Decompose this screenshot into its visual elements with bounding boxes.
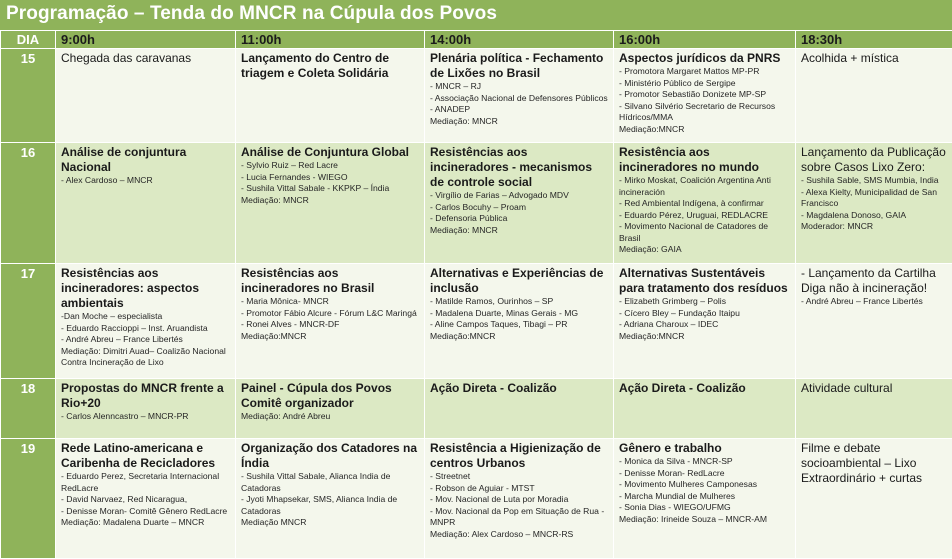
participant-line: Mediação:MNCR xyxy=(241,331,419,343)
session-title: Alternativas e Experiências de inclusão xyxy=(430,266,608,296)
schedule-cell xyxy=(796,143,952,264)
day-cell: 19 xyxy=(1,439,56,559)
session-title: Lançamento do Centro de triagem e Coleta Solidária xyxy=(241,51,419,81)
schedule-cell xyxy=(425,143,614,264)
participant-line: - Sushila Sable, SMS Mumbia, India xyxy=(801,175,947,187)
participant-line: -Dan Moche – especialista xyxy=(61,311,230,323)
participant-list xyxy=(801,175,947,233)
participant-list xyxy=(619,175,790,256)
table-row xyxy=(1,264,952,379)
page-title: Programação – Tenda do MNCR na Cúpula dos Povos xyxy=(6,3,497,25)
participant-list xyxy=(801,296,947,308)
participant-list xyxy=(430,471,608,540)
schedule-cell xyxy=(56,49,236,143)
schedule-cell xyxy=(56,264,236,379)
participant-line: - Mov. Nacional da Pop em Situação de Rua - MNPR xyxy=(430,506,608,529)
participant-line: - Eduardo Pérez, Uruguai, REDLACRE xyxy=(619,210,790,222)
schedule-cell xyxy=(614,379,796,439)
participant-line: Mediação:MNCR xyxy=(619,331,790,343)
participant-line: - Carlos Bocuhy – Proam xyxy=(430,202,608,214)
participant-line: - Red Ambiental Indígena, à confirmar xyxy=(619,198,790,210)
schedule-cell xyxy=(796,379,952,439)
schedule-cell xyxy=(236,49,425,143)
participant-line: - Silvano Silvério Secretario de Recursos Hídricos/MMA xyxy=(619,101,790,124)
participant-line: - Cícero Bley – Fundação Itaipu xyxy=(619,308,790,320)
schedule-cell xyxy=(796,49,952,143)
participant-line: - Maria Mônica- MNCR xyxy=(241,296,419,308)
schedule-cell xyxy=(56,143,236,264)
schedule-cell xyxy=(236,143,425,264)
participant-line: - Mirko Moskat, Coalición Argentina Anti incineración xyxy=(619,175,790,198)
participant-line: - Elizabeth Grimberg – Polis xyxy=(619,296,790,308)
session-title: Propostas do MNCR frente a Rio+20 xyxy=(61,381,230,411)
participant-line: - Virgílio de Farias – Advogado MDV xyxy=(430,190,608,202)
participant-line: Mediação: Dimitri Auad– Coalizão Nacional Contra Incineração de Lixo xyxy=(61,346,230,369)
schedule-cell xyxy=(796,439,952,559)
session-title: Aspectos jurídicos da PNRS xyxy=(619,51,790,66)
participant-line: - Ronei Alves - MNCR-DF xyxy=(241,319,419,331)
participant-list xyxy=(619,456,790,525)
table-row xyxy=(1,143,952,264)
session-title: Resistência aos incineradores no mundo xyxy=(619,145,790,175)
participant-line: - David Narvaez, Red Nicaragua, xyxy=(61,494,230,506)
header-9h: 9:00h xyxy=(56,31,236,49)
participant-line: - Streetnet xyxy=(430,471,608,483)
participant-line: - MNCR – RJ xyxy=(430,81,608,93)
participant-line: - Jyoti Mhapsekar, SMS, Alianca India de Catadoras xyxy=(241,494,419,517)
participant-line: Mediação: Irineide Souza – MNCR-AM xyxy=(619,514,790,526)
table-row xyxy=(1,49,952,143)
schedule-table xyxy=(0,30,952,559)
participant-line: - Associação Nacional de Defensores Públicos - ANADEP xyxy=(430,93,608,116)
session-title: Painel - Cúpula dos Povos Comitê organizador xyxy=(241,381,419,411)
participant-line: - Denisse Moran- RedLacre xyxy=(619,468,790,480)
participant-line: - Eduardo Perez, Secretaria Internacional RedLacre xyxy=(61,471,230,494)
session-title: Ação Direta - Coalizão xyxy=(619,381,790,396)
participant-list xyxy=(241,160,419,206)
participant-line: - Magdalena Donoso, GAIA xyxy=(801,210,947,222)
participant-line: Mediação: MNCR xyxy=(241,195,419,207)
participant-line: - Movimento Mulheres Camponesas xyxy=(619,479,790,491)
participant-line: - Carlos Alenncastro – MNCR-PR xyxy=(61,411,230,423)
participant-line: - Promotor Fábio Alcure - Fórum L&C Maringá xyxy=(241,308,419,320)
header-14h: 14:00h xyxy=(425,31,614,49)
header-11h: 11:00h xyxy=(236,31,425,49)
participant-line: - Defensoria Pública xyxy=(430,213,608,225)
participant-line: - Sushila Vittal Sabale, Alianca India de Catadoras xyxy=(241,471,419,494)
session-title: Resistência a Higienização de centros Urbanos xyxy=(430,441,608,471)
participant-line: - Aline Campos Taques, Tibagi – PR xyxy=(430,319,608,331)
participant-line: Mediação:MNCR xyxy=(619,124,790,136)
participant-line: Moderador: MNCR xyxy=(801,221,947,233)
schedule-cell xyxy=(425,264,614,379)
schedule-cell xyxy=(236,264,425,379)
header-1830h: 18:30h xyxy=(796,31,952,49)
session-title: Lançamento da Publicação sobre Casos Lixo Zero: xyxy=(801,145,947,175)
schedule-cell xyxy=(425,379,614,439)
participant-line: - Ministério Público de Sergipe xyxy=(619,78,790,90)
header-16h: 16:00h xyxy=(614,31,796,49)
schedule-cell xyxy=(56,439,236,559)
participant-list xyxy=(241,411,419,423)
participant-line: - Robson de Aguiar - MTST xyxy=(430,483,608,495)
participant-line: Mediação: Alex Cardoso – MNCR-RS xyxy=(430,529,608,541)
session-title: Acolhida + mística xyxy=(801,51,947,66)
participant-line: - Alex Cardoso – MNCR xyxy=(61,175,230,187)
participant-line: - Adriana Charoux – IDEC xyxy=(619,319,790,331)
participant-line: - Matilde Ramos, Ourinhos – SP xyxy=(430,296,608,308)
participant-list xyxy=(430,81,608,127)
participant-line: Mediação: MNCR xyxy=(430,116,608,128)
session-title: Resistências aos incineradores: aspectos ambientais xyxy=(61,266,230,311)
participant-line: - Movimento Nacional de Catadores de Brasil xyxy=(619,221,790,244)
session-title: Gênero e trabalho xyxy=(619,441,790,456)
schedule-cell xyxy=(425,49,614,143)
table-row xyxy=(1,439,952,559)
participant-list xyxy=(241,296,419,342)
session-title: Organização dos Catadores na Índia xyxy=(241,441,419,471)
title-bar xyxy=(0,0,952,30)
participant-line: - Madalena Duarte, Minas Gerais - MG xyxy=(430,308,608,320)
session-title: - Lançamento da Cartilha Diga não à incineração! xyxy=(801,266,947,296)
participant-list xyxy=(241,471,419,529)
participant-line: - Marcha Mundial de Mulheres xyxy=(619,491,790,503)
session-title: Rede Latino-americana e Caribenha de Recicladores xyxy=(61,441,230,471)
session-title: Resistências aos incineradores no Brasil xyxy=(241,266,419,296)
session-title: Plenária política - Fechamento de Lixões no Brasil xyxy=(430,51,608,81)
participant-line: - Sonia Dias - WIEGO/UFMG xyxy=(619,502,790,514)
participant-line: - Eduardo Raccioppi – Inst. Aruandista xyxy=(61,323,230,335)
session-title: Atividade cultural xyxy=(801,381,947,396)
participant-line: - Monica da Silva - MNCR-SP xyxy=(619,456,790,468)
participant-list xyxy=(619,296,790,342)
session-title: Alternativas Sustentáveis para tratamento dos resíduos xyxy=(619,266,790,296)
participant-line: - Sylvio Ruiz – Red Lacre xyxy=(241,160,419,172)
session-title: Resistências aos incineradores - mecanismos de controle social xyxy=(430,145,608,190)
participant-line: - André Abreu – France Libertés xyxy=(801,296,947,308)
participant-line: Mediação MNCR xyxy=(241,517,419,529)
header-row xyxy=(1,31,952,49)
schedule-cell xyxy=(236,439,425,559)
participant-list xyxy=(61,411,230,423)
participant-list xyxy=(61,311,230,369)
schedule-body xyxy=(1,49,952,559)
day-cell: 17 xyxy=(1,264,56,379)
schedule-cell xyxy=(614,264,796,379)
table-row xyxy=(1,379,952,439)
participant-line: Mediação: André Abreu xyxy=(241,411,419,423)
participant-line: - Promotora Margaret Mattos MP-PR xyxy=(619,66,790,78)
schedule-cell xyxy=(614,49,796,143)
day-cell: 18 xyxy=(1,379,56,439)
schedule-cell xyxy=(425,439,614,559)
participant-list xyxy=(61,471,230,529)
session-title: Ação Direta - Coalizão xyxy=(430,381,608,396)
participant-line: - Mov. Nacional de Luta por Moradia xyxy=(430,494,608,506)
participant-list xyxy=(61,175,230,187)
schedule-cell xyxy=(56,379,236,439)
participant-line: - Lucia Fernandes - WIEGO xyxy=(241,172,419,184)
participant-list xyxy=(430,296,608,342)
participant-line: Mediação: GAIA xyxy=(619,244,790,256)
participant-line: - Sushila Vittal Sabale - KKPKP – Índia xyxy=(241,183,419,195)
day-cell: 16 xyxy=(1,143,56,264)
schedule-cell xyxy=(796,264,952,379)
session-title: Análise de Conjuntura Global xyxy=(241,145,419,160)
day-cell: 15 xyxy=(1,49,56,143)
session-title: Análise de conjuntura Nacional xyxy=(61,145,230,175)
schedule-cell xyxy=(614,143,796,264)
participant-line: - Alexa Kielty, Municipalidad de San Francisco xyxy=(801,187,947,210)
participant-line: Mediação: MNCR xyxy=(430,225,608,237)
participant-list xyxy=(430,190,608,236)
schedule-cell xyxy=(236,379,425,439)
participant-line: Mediação: Madalena Duarte – MNCR xyxy=(61,517,230,529)
participant-line: - Denisse Moran- Comitê Gênero RedLacre xyxy=(61,506,230,518)
participant-line: Mediação:MNCR xyxy=(430,331,608,343)
participant-line: - Promotor Sebastião Donizete MP-SP xyxy=(619,89,790,101)
participant-list xyxy=(619,66,790,135)
session-title: Chegada das caravanas xyxy=(61,51,230,66)
participant-line: - André Abreu – France Libertés xyxy=(61,334,230,346)
header-dia: DIA xyxy=(1,31,56,49)
session-title: Filme e debate socioambiental – Lixo Extraordinário + curtas xyxy=(801,441,947,486)
schedule-cell xyxy=(614,439,796,559)
